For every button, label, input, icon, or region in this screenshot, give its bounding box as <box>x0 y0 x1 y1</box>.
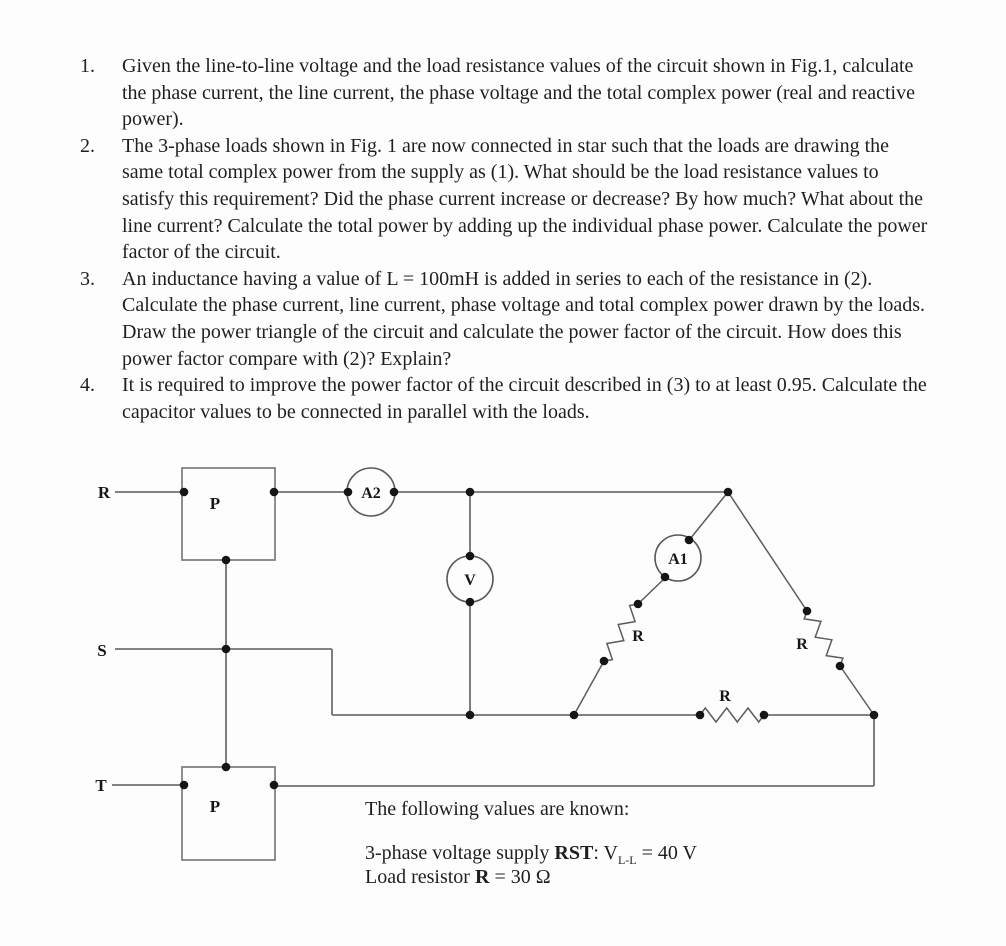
resistor-left-label: R <box>632 628 644 645</box>
wires <box>112 492 874 786</box>
wattmeter-bottom-label: P <box>209 797 221 816</box>
voltmeter-label: V <box>464 572 476 589</box>
supply-spec-value: = 40 V <box>636 842 697 864</box>
phase-s-label: S <box>97 641 107 660</box>
problem-number: 1. <box>80 55 95 77</box>
resistor-right-label: R <box>796 636 808 653</box>
supply-spec-mid: : V <box>593 842 618 864</box>
supply-name: RST <box>554 842 594 864</box>
load-spec-prefix: Load resistor <box>365 866 475 888</box>
resistor-bottom-label: R <box>719 688 731 705</box>
wire-delta-left-mid <box>638 577 666 604</box>
wattmeter-top-label: P <box>209 494 221 513</box>
problem-number: 3. <box>80 267 95 290</box>
wattmeter-top-box <box>182 468 275 560</box>
resistor-right <box>804 611 843 666</box>
load-spec-line <box>365 865 697 889</box>
load-name: R <box>474 866 490 888</box>
wire-delta-left-lower <box>574 661 604 715</box>
problem-text: Given the line-to-line voltage and the load resistance values of the circuit shown in Fig.1, calculate the phase current, the line current, the phase voltage and the total complex power (real and reactive power). <box>122 55 915 131</box>
supply-spec-prefix: 3-phase voltage supply <box>365 842 555 864</box>
supply-subscript: L-L <box>617 853 637 867</box>
phase-t-label: T <box>95 776 107 795</box>
supply-spec-line <box>365 841 697 865</box>
known-values-heading: The following values are known: <box>365 798 630 820</box>
problem-text: An inductance having a value of L = 100mH is added in series to each of the resistance in (2). Calculate the phase current, line current, phase voltage and total complex power drawn by the loads. Draw the power triangle of the circuit and calculate the power factor of the circuit. How does this power factor compare with (2)? Explain? <box>122 267 926 370</box>
known-values-block <box>365 797 697 889</box>
ammeter-a1-label: A1 <box>668 551 688 568</box>
resistor-bottom <box>700 708 764 722</box>
wattmeter-bottom-box <box>182 767 275 860</box>
connection-dots <box>180 488 879 790</box>
problem-number: 4. <box>80 374 95 397</box>
wire-delta-right-lower <box>840 666 874 715</box>
phase-r-label: R <box>97 483 111 502</box>
ammeter-a2-label: A2 <box>361 485 381 502</box>
wire-delta-left-upper <box>690 492 728 539</box>
load-spec-value: = 30 Ω <box>489 866 551 888</box>
problem-number: 2. <box>80 134 95 157</box>
problem-text: It is required to improve the power factor of the circuit described in (3) to at least 0.95. Calculate the capacitor values to be connected in parallel with the loads. <box>122 374 927 423</box>
problem-text: The 3-phase loads shown in Fig. 1 are now connected in star such that the loads are drawing the same total complex power from the supply as (1). What should be the load resistance values to satisfy this requirement? Did the phase current increase or decrease? By how much? What about the line current? Calculate the total power by adding up the individual phase power. Calculate the power factor of the circuit. <box>122 134 928 264</box>
wire-delta-right-upper <box>728 492 807 611</box>
